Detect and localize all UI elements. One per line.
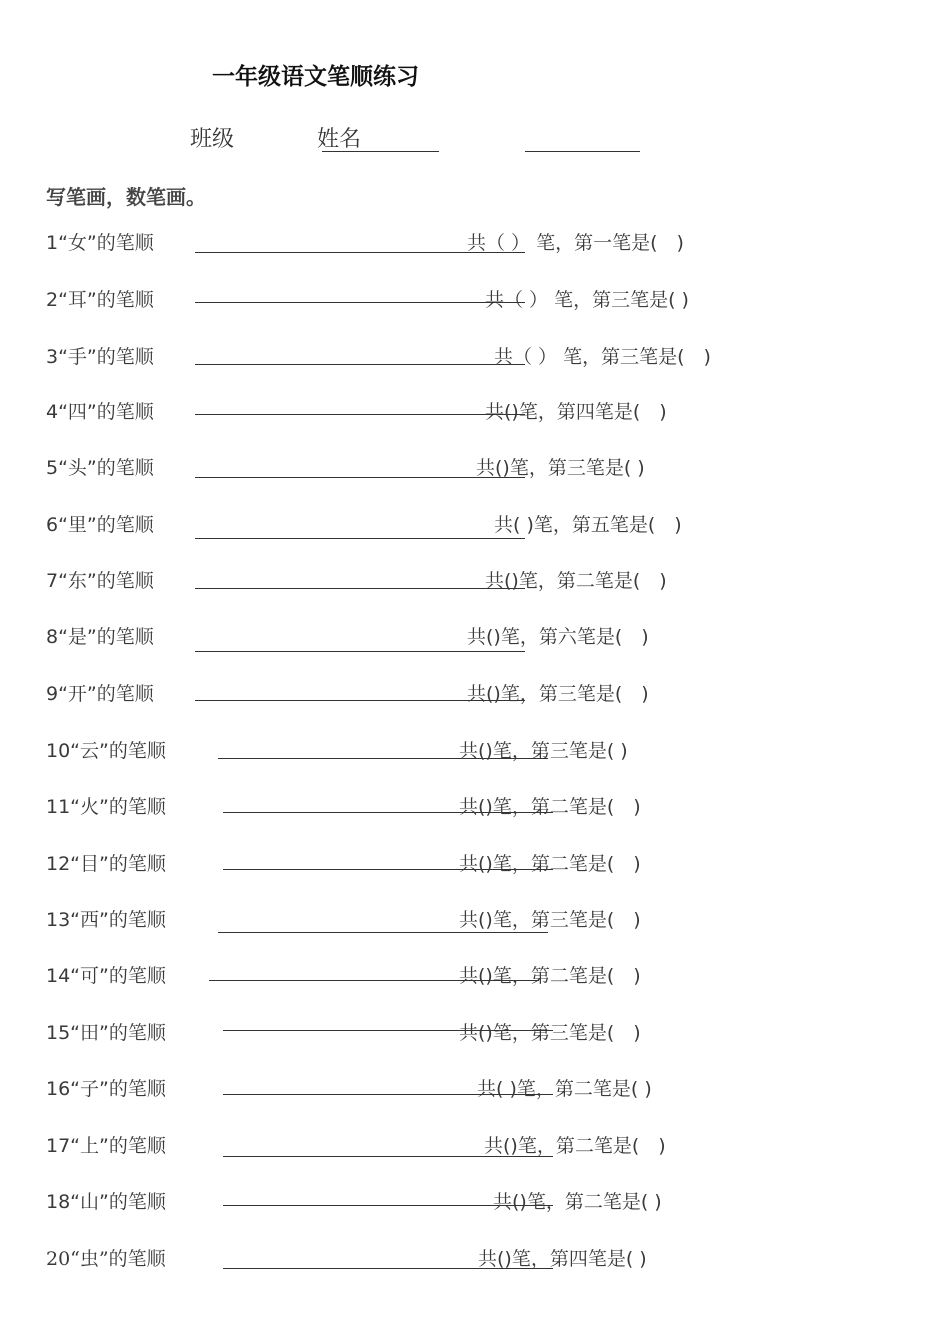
answer-line[interactable]: [195, 588, 525, 589]
row-prompt: 11“火”的笔顺: [46, 796, 166, 818]
answer-line[interactable]: [195, 651, 525, 652]
row-prompt: 16“子”的笔顺: [46, 1078, 166, 1100]
row-answer: 共()笔，第三笔是( ): [467, 683, 649, 705]
row-answer: 共()笔，第四笔是( ): [478, 1248, 647, 1270]
answer-line[interactable]: [195, 414, 525, 415]
row-answer: 共（ ） 笔，第三笔是( ): [485, 289, 689, 311]
row-answer: 共()笔，第三笔是( ): [476, 457, 645, 479]
answer-line[interactable]: [218, 932, 548, 933]
row-answer: 共( )笔，第二笔是( ): [477, 1078, 652, 1100]
row-prompt: 12“目”的笔顺: [46, 853, 166, 875]
row-answer: 共()笔，第二笔是( ): [459, 853, 641, 875]
row-answer: 共()笔，第二笔是( ): [493, 1191, 662, 1213]
row-answer: 共()笔，第六笔是( ): [467, 626, 649, 648]
row-answer: 共()笔，第三笔是( ): [459, 1022, 641, 1044]
name-label: 姓名: [317, 127, 362, 152]
answer-line[interactable]: [195, 538, 525, 539]
row-prompt: 5“头”的笔顺: [46, 457, 154, 479]
row-prompt: 6“里”的笔顺: [46, 514, 154, 536]
row-prompt: 15“田”的笔顺: [46, 1022, 166, 1044]
name-underline[interactable]: [322, 151, 439, 152]
row-prompt: 1“女”的笔顺: [46, 232, 154, 254]
row-prompt: 17“上”的笔顺: [46, 1135, 166, 1157]
row-prompt: 2“耳”的笔顺: [46, 289, 154, 311]
row-prompt: 14“可”的笔顺: [46, 965, 166, 987]
row-answer: 共()笔，第二笔是( ): [485, 570, 667, 592]
row-prompt: 18“山”的笔顺: [46, 1191, 166, 1213]
row-answer: 共（ ） 笔，第一笔是( ): [467, 232, 684, 254]
row-answer: 共()笔，第三笔是( ): [459, 909, 641, 931]
row-prompt: 20“虫”的笔顺: [46, 1248, 166, 1270]
answer-line[interactable]: [195, 364, 525, 365]
page-title: 一年级语文笔顺练习: [212, 64, 419, 90]
instruction: 写笔画，数笔画。: [46, 185, 206, 209]
row-prompt: 10“云”的笔顺: [46, 740, 166, 762]
row-answer: 共()笔，第三笔是( ): [459, 740, 628, 762]
row-answer: 共()笔，第四笔是( ): [485, 401, 667, 423]
row-prompt: 3“手”的笔顺: [46, 346, 154, 368]
row-answer: 共()笔，第二笔是( ): [459, 796, 641, 818]
row-prompt: 7“东”的笔顺: [46, 570, 154, 592]
row-answer: 共（ ） 笔，第三笔是( ): [494, 346, 711, 368]
row-answer: 共()笔，第二笔是( ): [484, 1135, 666, 1157]
row-prompt: 13“西”的笔顺: [46, 909, 166, 931]
row-answer: 共( )笔，第五笔是( ): [494, 514, 682, 536]
class-label: 班级: [190, 127, 235, 152]
answer-line[interactable]: [195, 302, 525, 303]
row-answer: 共()笔，第二笔是( ): [459, 965, 641, 987]
row-prompt: 8“是”的笔顺: [46, 626, 154, 648]
row-prompt: 9“开”的笔顺: [46, 683, 154, 705]
class-underline[interactable]: [525, 151, 640, 152]
row-prompt: 4“四”的笔顺: [46, 401, 154, 423]
